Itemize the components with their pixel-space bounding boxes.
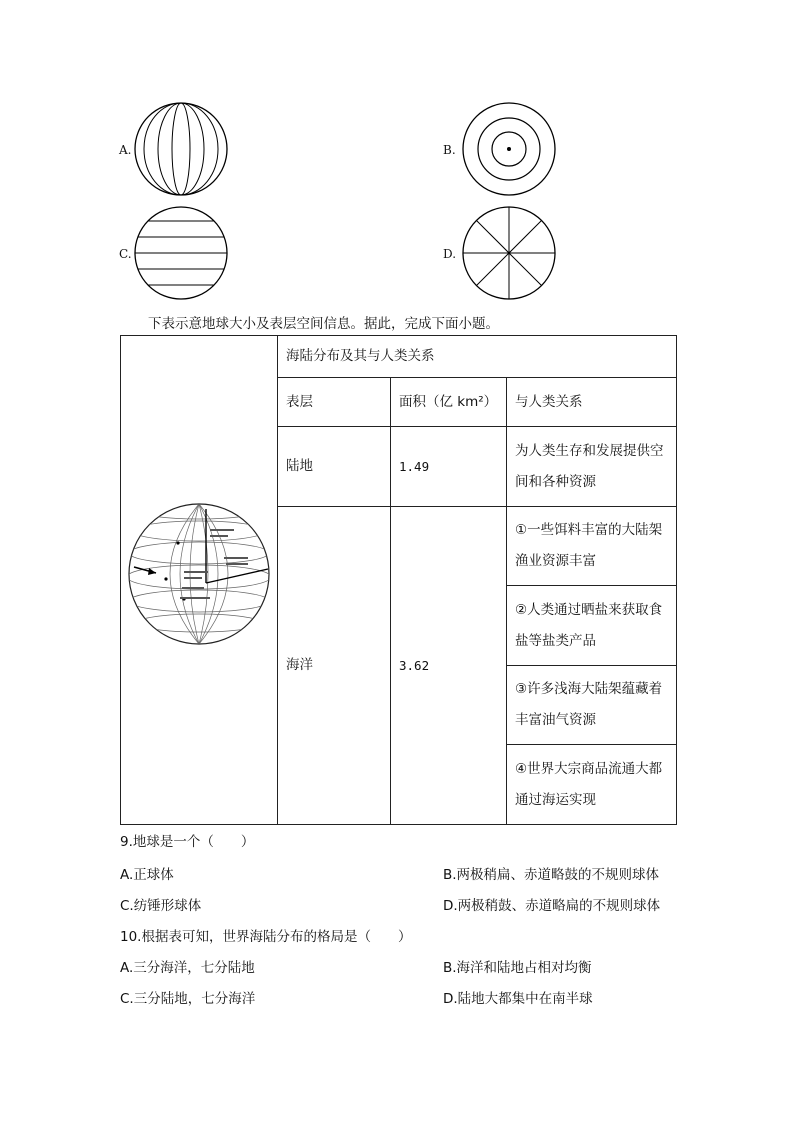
globe-parallels-icon xyxy=(133,205,229,301)
header-relation: 与人类关系 xyxy=(507,378,677,427)
q10-option-d: D.陆地大都集中在南半球 xyxy=(443,991,593,1007)
land-name: 陆地 xyxy=(278,427,391,507)
intro-text: 下表示意地球大小及表层空间信息。据此，完成下面小题。 xyxy=(148,316,499,332)
q9-option-a: A.正球体 xyxy=(120,867,174,883)
ocean-relation-2: ②人类通过晒盐来获取食盐等盐类产品 xyxy=(507,586,677,666)
ocean-name: 海洋 xyxy=(278,507,391,825)
q10-option-b: B.海洋和陆地占相对均衡 xyxy=(443,960,592,976)
option-b-label: B. xyxy=(443,143,456,157)
ocean-relation-3: ③许多浅海大陆架蕴藏着丰富油气资源 xyxy=(507,666,677,745)
land-area: 1.49 xyxy=(391,427,507,507)
globe-meridians-icon xyxy=(133,101,229,197)
header-layer: 表层 xyxy=(278,378,391,427)
header-area: 面积（亿 km²） xyxy=(391,378,507,427)
table-title: 海陆分布及其与人类关系 xyxy=(278,336,677,378)
earth-info-table xyxy=(120,335,677,825)
earth-globe-icon xyxy=(126,501,272,647)
option-d-label: D. xyxy=(443,247,457,261)
q9-option-b: B.两极稍扁、赤道略鼓的不规则球体 xyxy=(443,867,660,883)
q9-option-c: C.纺锤形球体 xyxy=(120,898,202,914)
q10-option-a: A.三分海洋，七分陆地 xyxy=(120,960,255,976)
ocean-relation-1: ①一些饵料丰富的大陆架渔业资源丰富 xyxy=(507,507,677,586)
q10-option-c: C.三分陆地，七分海洋 xyxy=(120,991,256,1007)
q9-option-d: D.两极稍鼓、赤道略扁的不规则球体 xyxy=(443,898,661,914)
ocean-relation-4: ④世界大宗商品流通大都通过海运实现 xyxy=(507,745,677,825)
land-relation: 为人类生存和发展提供空间和各种资源 xyxy=(507,427,677,507)
option-a-label: A. xyxy=(119,143,132,157)
concentric-circles-icon xyxy=(461,101,557,197)
ocean-area: 3.62 xyxy=(391,507,507,825)
divided-circle-icon xyxy=(461,205,557,301)
q9-stem: 9.地球是一个（ ） xyxy=(120,834,255,850)
q10-stem: 10.根据表可知，世界海陆分布的格局是（ ） xyxy=(120,929,412,945)
option-c-label: C. xyxy=(119,247,132,261)
globe-figure-cell xyxy=(121,336,278,825)
